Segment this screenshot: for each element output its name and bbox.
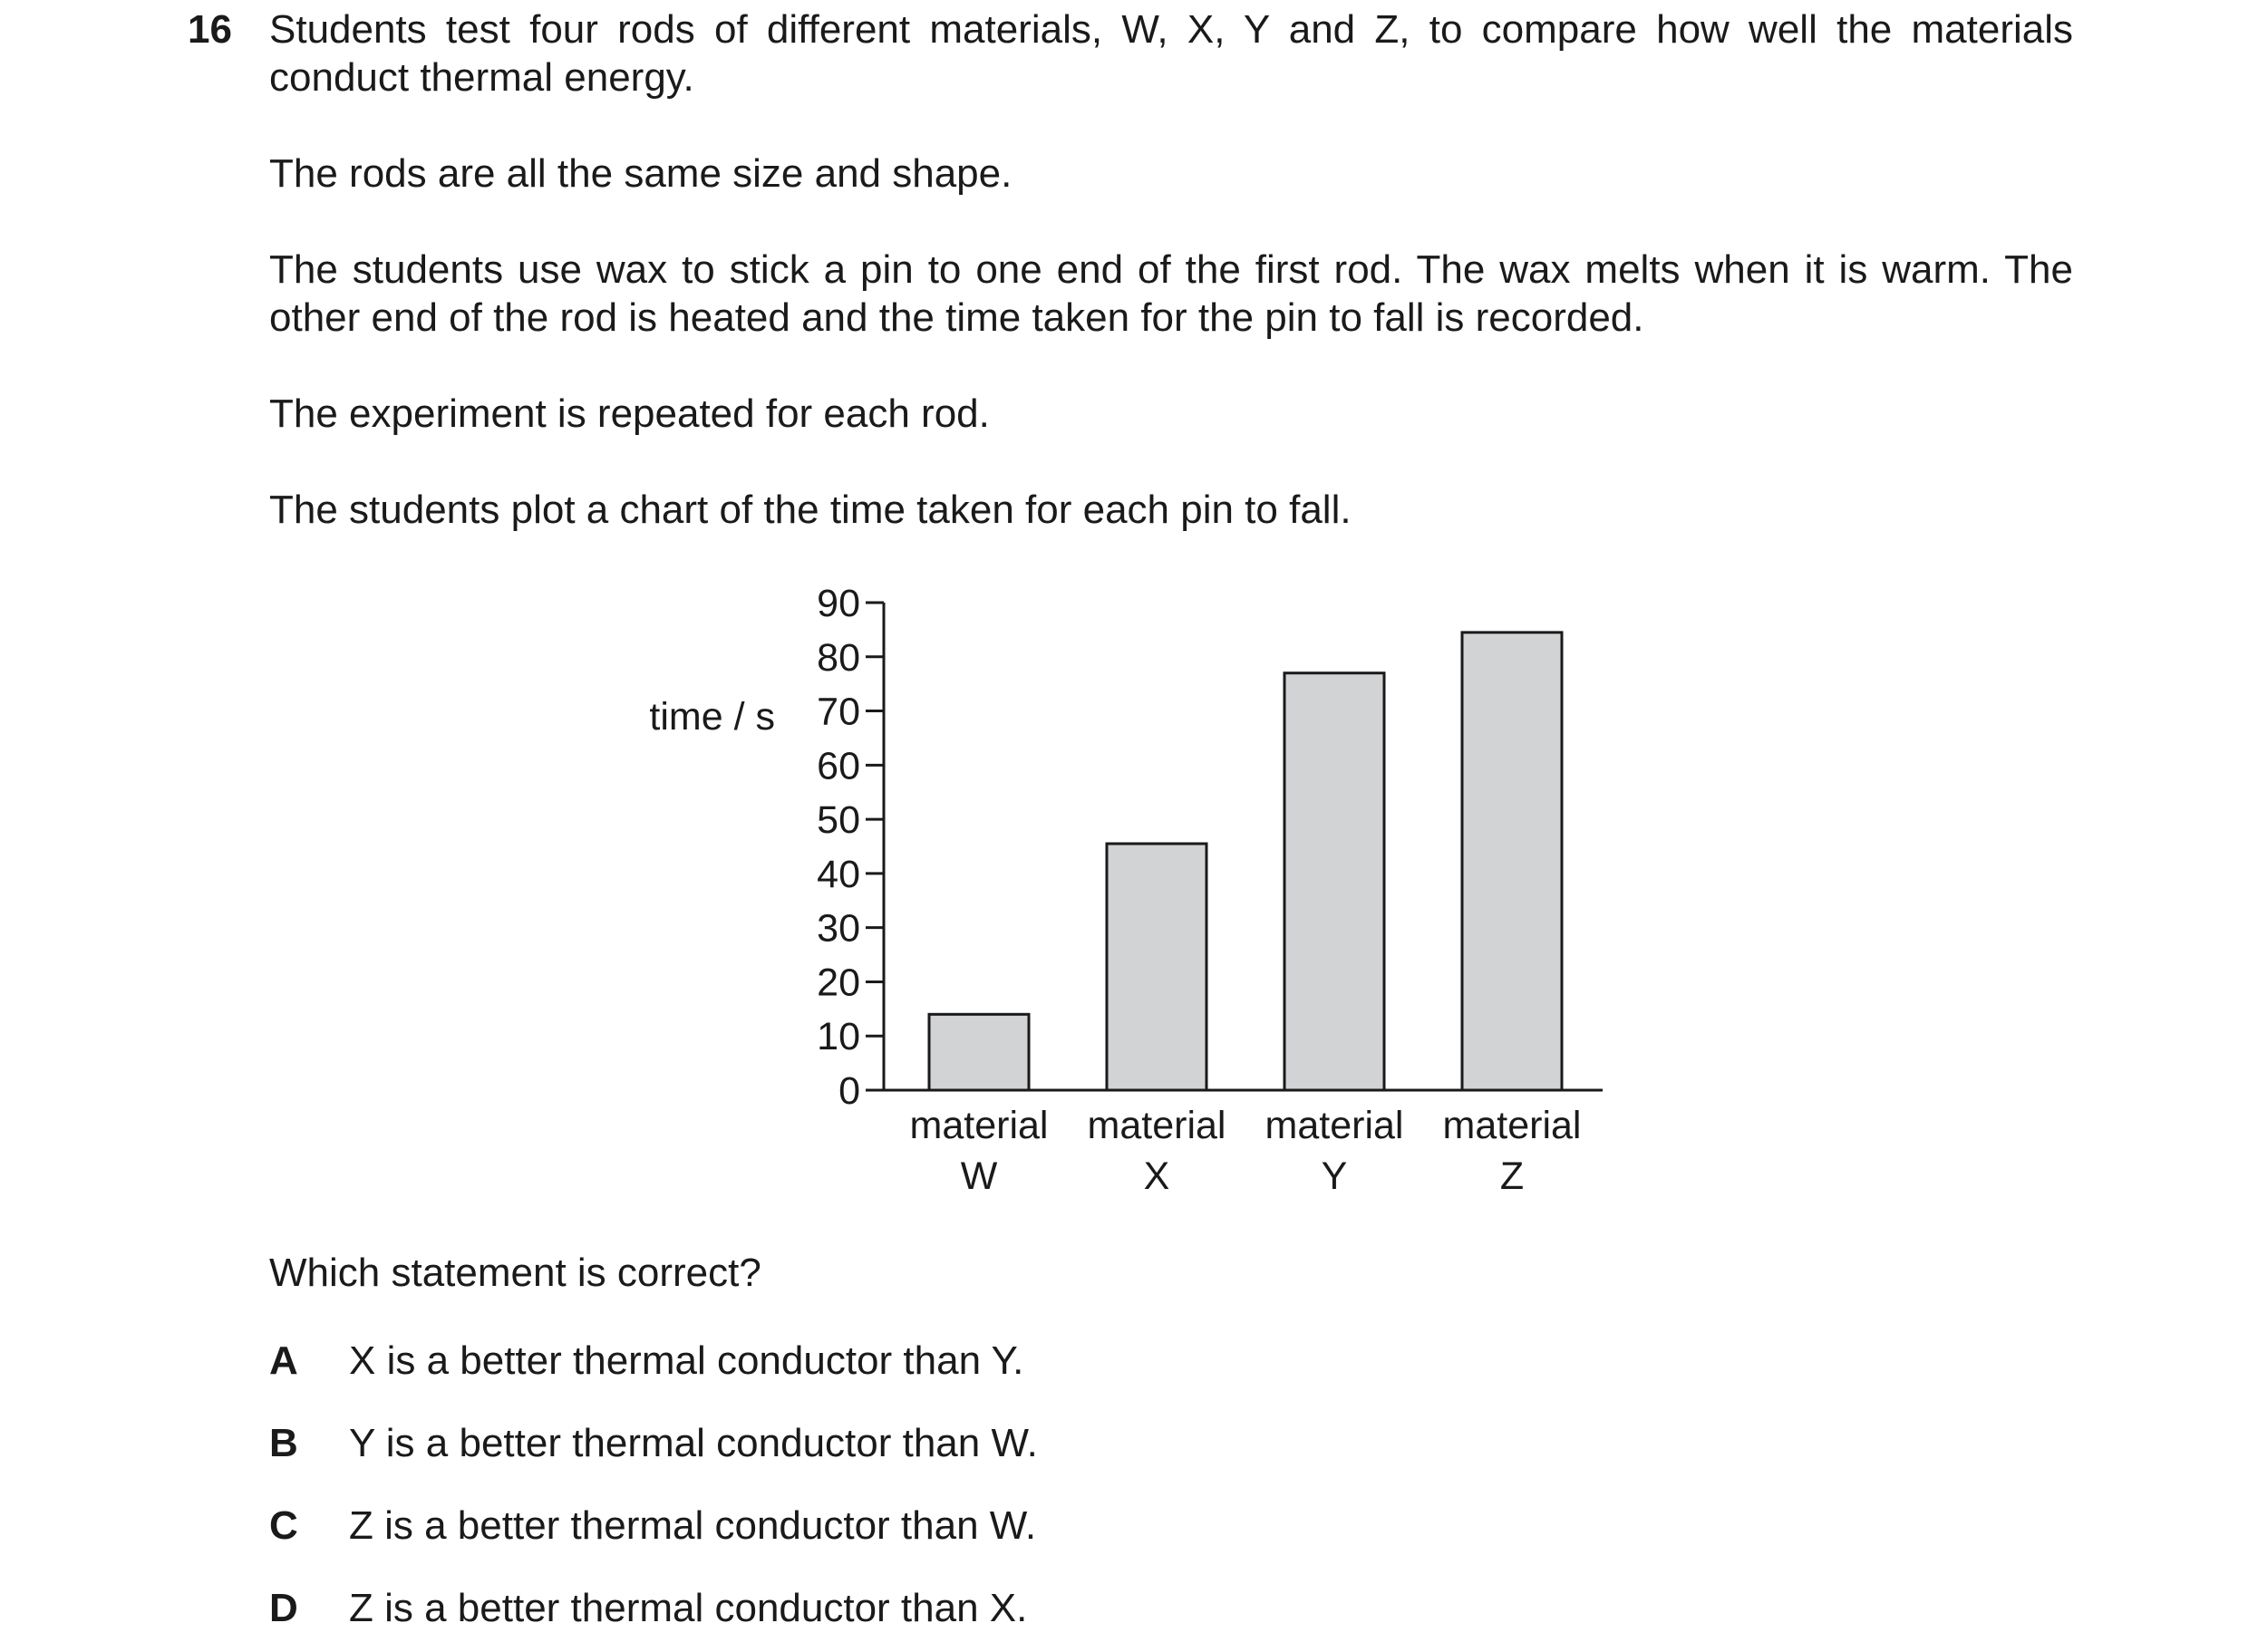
y-tick-label: 50: [817, 798, 860, 843]
option-d-text: Z is a better thermal conductor than X.: [349, 1586, 1028, 1630]
y-tick-label: 80: [817, 635, 860, 680]
y-tick-label: 30: [817, 906, 860, 951]
x-tick-label-letter: X: [1143, 1154, 1170, 1198]
option-c-letter: C: [269, 1503, 298, 1548]
paragraph-repeat: The experiment is repeated for each rod.: [269, 391, 990, 436]
x-tick-label: material: [1264, 1104, 1404, 1147]
x-tick-label: material: [909, 1104, 1049, 1147]
question-intro: Students test four rods of different materials, W, X, Y and Z, to compare how well the materials conduct thermal energy.: [269, 7, 2073, 100]
option-a-text: X is a better thermal conductor than Y.: [349, 1338, 1024, 1383]
x-tick-label: material: [1442, 1104, 1582, 1147]
bar-y: [1284, 673, 1384, 1090]
y-tick-label: 70: [817, 690, 860, 734]
x-tick-label-letter: Z: [1499, 1154, 1525, 1198]
y-tick-label: 40: [817, 852, 860, 896]
bar-w: [929, 1014, 1029, 1090]
paragraph-rods: The rods are all the same size and shape.: [269, 151, 1013, 196]
option-d-letter: D: [269, 1586, 298, 1630]
y-tick-label: 0: [838, 1069, 860, 1113]
bar-x: [1107, 844, 1206, 1090]
bar-z: [1462, 633, 1562, 1090]
question-number: 16: [188, 7, 232, 52]
option-b-text: Y is a better thermal conductor than W.: [349, 1421, 1038, 1465]
y-tick-label: 20: [817, 961, 860, 1005]
x-tick-label-letter: W: [960, 1154, 998, 1198]
y-tick-label: 60: [817, 744, 860, 788]
y-axis-label: time / s: [649, 695, 775, 739]
option-a-letter: A: [269, 1338, 298, 1383]
question-prompt: Which statement is correct?: [269, 1251, 761, 1295]
y-tick-label: 90: [817, 582, 860, 625]
y-tick-label: 10: [817, 1015, 860, 1059]
x-tick-label-letter: Y: [1321, 1154, 1348, 1198]
option-c-text: Z is a better thermal conductor than W.: [349, 1503, 1037, 1548]
option-b-letter: B: [269, 1421, 298, 1465]
x-tick-label: material: [1087, 1104, 1226, 1147]
paragraph-chart-intro: The students plot a chart of the time taken for each pin to fall.: [269, 488, 1352, 532]
paragraph-method: The students use wax to stick a pin to one end of the first rod. The wax melts when it is warm. The other end of the rod is heated and the time taken for the pin to fall is recorded.: [269, 247, 2073, 340]
